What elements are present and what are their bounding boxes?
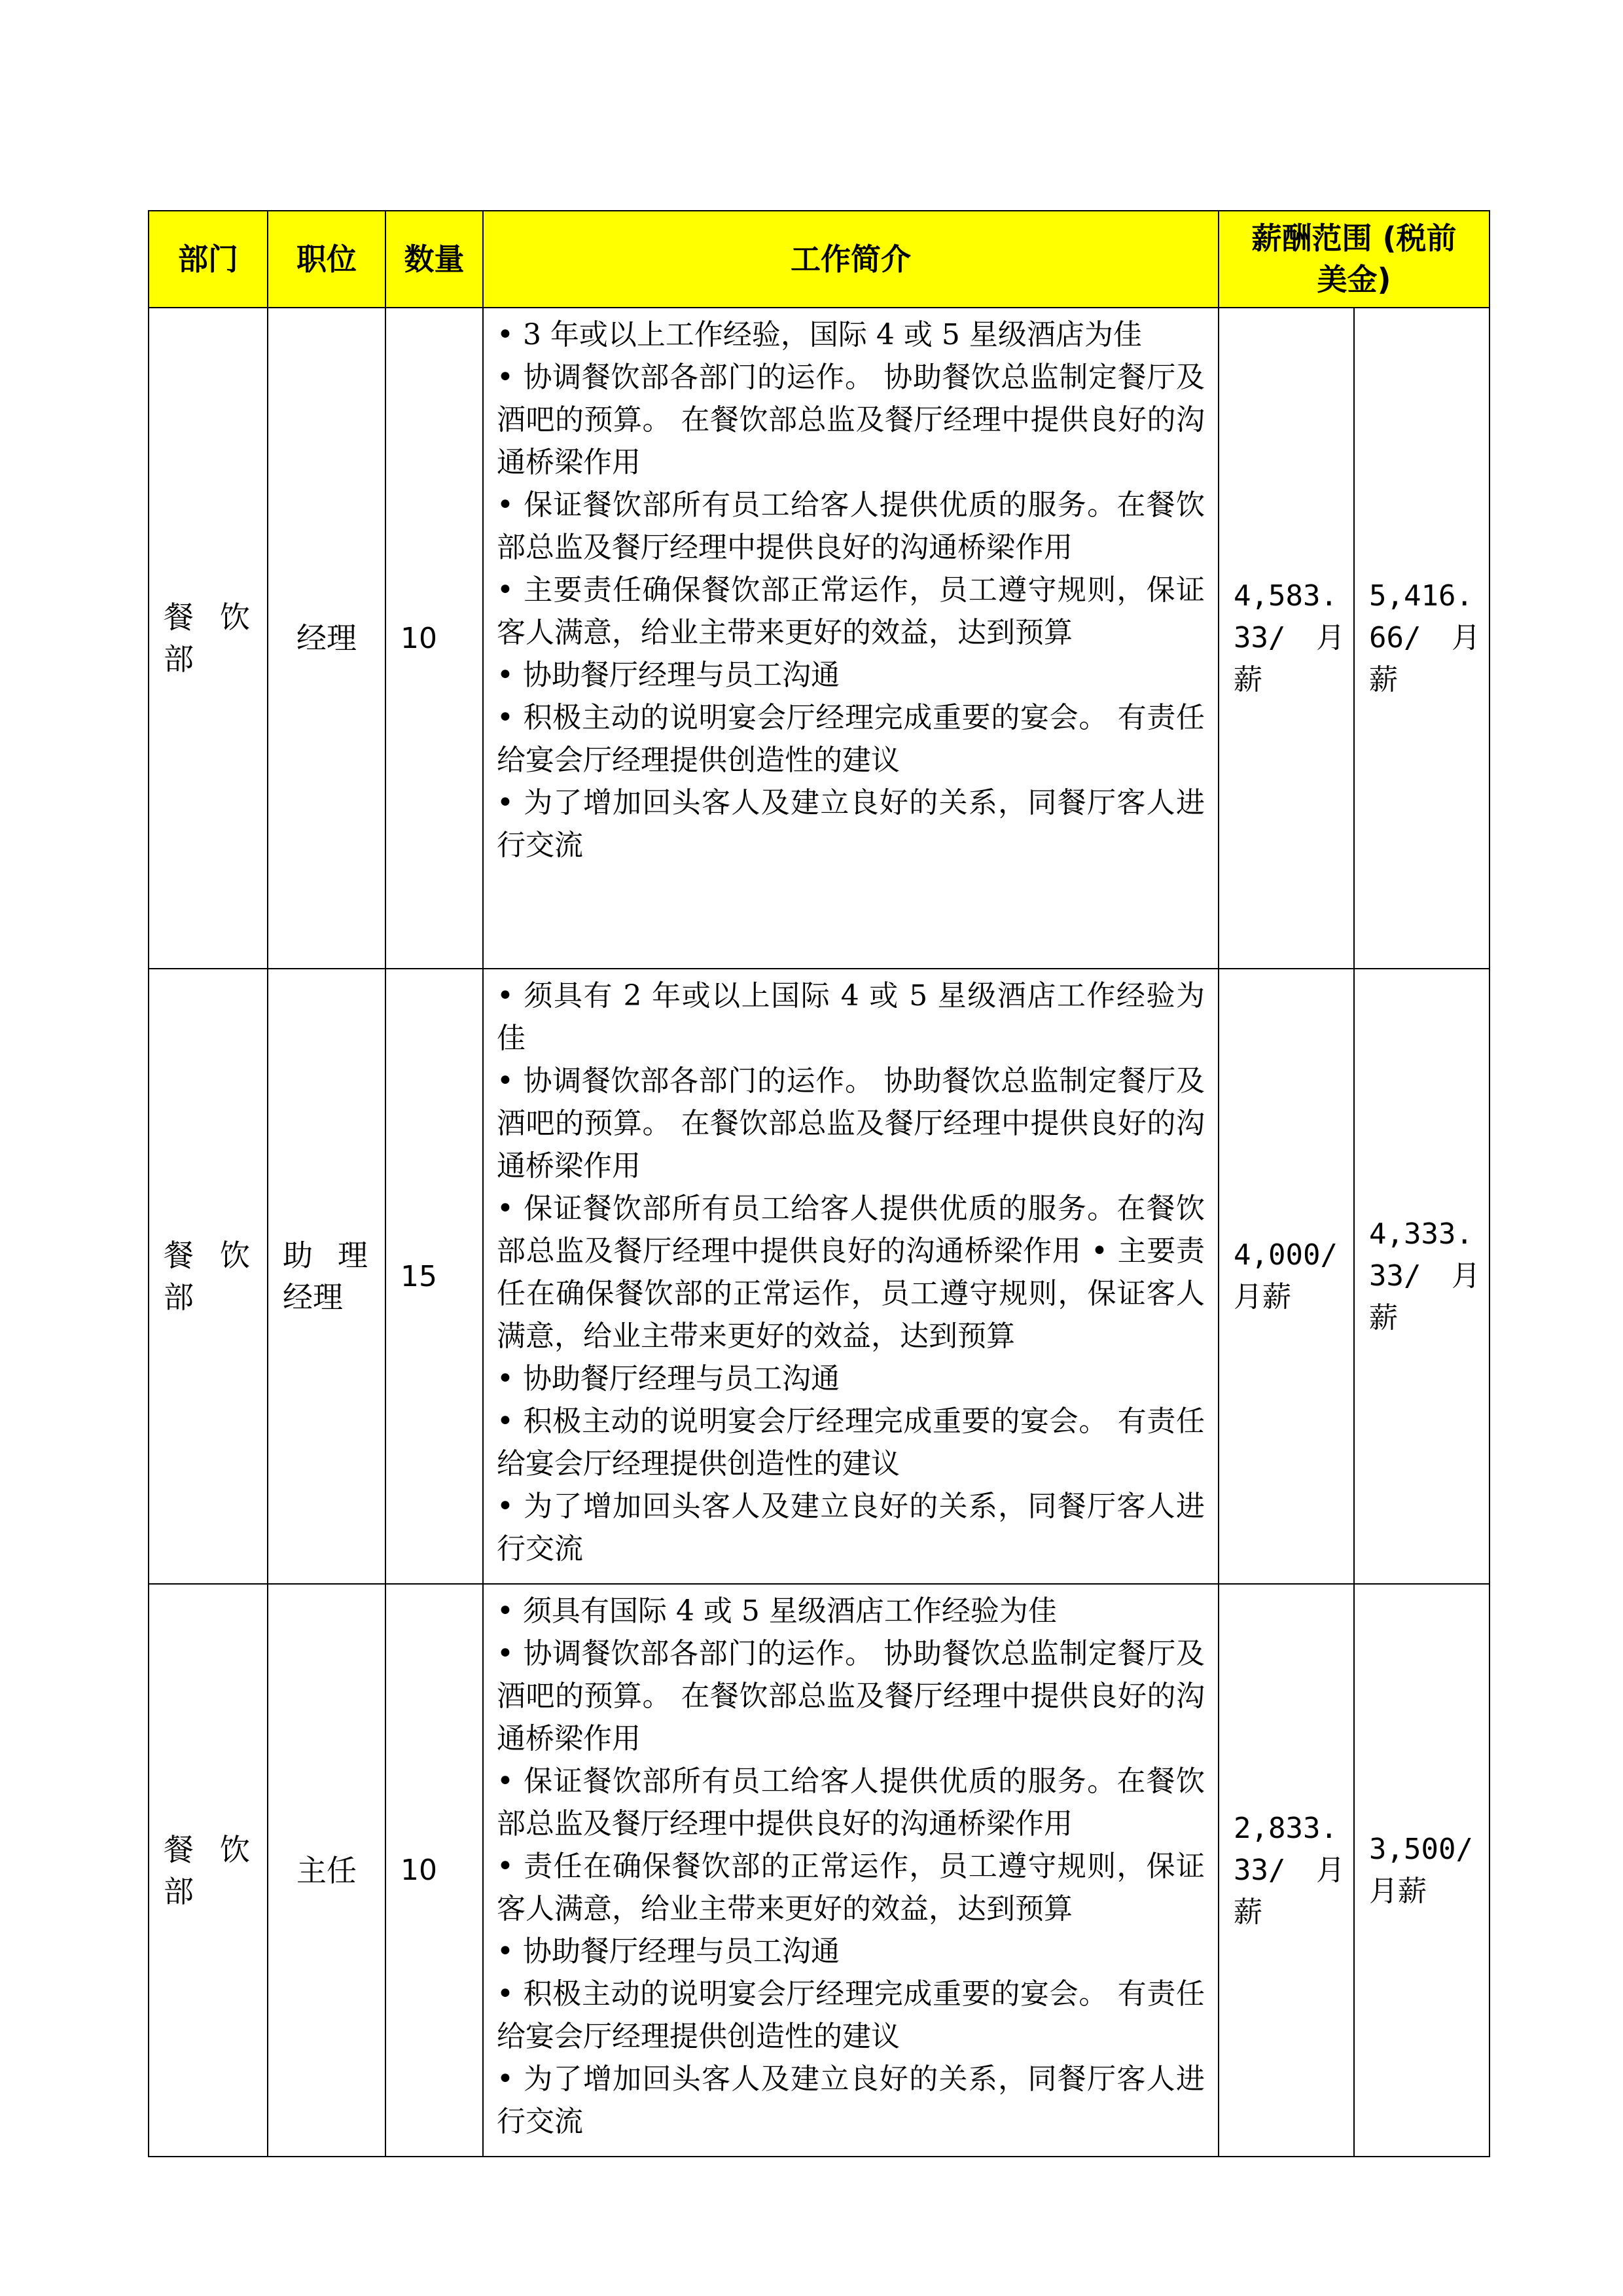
description-item: • 保证餐饮部所有员工给客人提供优质的服务。在餐饮部总监及餐厅经理中提供良好的沟通桥梁作用 bbox=[497, 484, 1205, 569]
salary-min-cell bbox=[1219, 969, 1354, 1584]
description-item: • 须具有 2 年或以上国际 4 或 5 星级酒店工作经验为佳 bbox=[497, 975, 1205, 1060]
dept-char: 餐 bbox=[164, 1831, 194, 1867]
description-cell bbox=[483, 308, 1219, 969]
salary-text: 月薪 bbox=[1234, 1280, 1291, 1314]
description-item: • 须具有国际 4 或 5 星级酒店工作经验为佳 bbox=[497, 1590, 1205, 1632]
count-cell: 10 bbox=[385, 308, 483, 969]
salary-text: 2,833. bbox=[1234, 1811, 1338, 1845]
header-salary-line2: 美金) bbox=[1317, 262, 1391, 297]
description-item: • 协调餐饮部各部门的运作。 协助餐饮总监制定餐厅及酒吧的预算。 在餐饮部总监及餐厅经理中提供良好的沟通桥梁作用 bbox=[497, 1060, 1205, 1187]
description-cell bbox=[483, 969, 1219, 1584]
position-cell bbox=[268, 969, 385, 1584]
description-item: • 协调餐饮部各部门的运作。 协助餐饮总监制定餐厅及酒吧的预算。 在餐饮部总监及餐厅经理中提供良好的沟通桥梁作用 bbox=[497, 1632, 1205, 1760]
header-salary bbox=[1219, 211, 1489, 308]
salary-min-cell bbox=[1219, 308, 1354, 969]
salary-text: 4,000/ bbox=[1234, 1238, 1338, 1272]
salary-text: 薪 bbox=[1369, 1301, 1398, 1335]
salary-text: 4,333. bbox=[1369, 1217, 1473, 1251]
header-dept: 部门 bbox=[149, 211, 268, 308]
dept-char: 饮 bbox=[220, 1238, 250, 1273]
description-item: • 积极主动的说明宴会厅经理完成重要的宴会。 有责任给宴会厅经理提供创造性的建议 bbox=[497, 696, 1205, 781]
description-item: • 为了增加回头客人及建立良好的关系，同餐厅客人进行交流 bbox=[497, 781, 1205, 867]
description-item: • 协助餐厅经理与员工沟通 bbox=[497, 1357, 1205, 1400]
salary-min-cell bbox=[1219, 1584, 1354, 2157]
description-item: • 为了增加回头客人及建立良好的关系，同餐厅客人进行交流 bbox=[497, 2058, 1205, 2143]
salary-text: 3,500/ bbox=[1369, 1832, 1473, 1866]
description-item: • 积极主动的说明宴会厅经理完成重要的宴会。 有责任给宴会厅经理提供创造性的建议 bbox=[497, 1400, 1205, 1485]
description-item: • 保证餐饮部所有员工给客人提供优质的服务。在餐饮部总监及餐厅经理中提供良好的沟通桥梁作用 bbox=[497, 1760, 1205, 1845]
salary-text: 33/ bbox=[1234, 1853, 1286, 1887]
description-item: • 为了增加回头客人及建立良好的关系，同餐厅客人进行交流 bbox=[497, 1485, 1205, 1570]
description-item: • 保证餐饮部所有员工给客人提供优质的服务。在餐饮部总监及餐厅经理中提供良好的沟通桥梁作用 • 主要责任在确保餐饮部的正常运作，员工遵守规则，保证客人满意，给业主带来更好的效益，达到预算 bbox=[497, 1187, 1205, 1357]
salary-text: 月薪 bbox=[1369, 1874, 1427, 1908]
table-row bbox=[149, 308, 1489, 969]
description-item: • 主要责任确保餐饮部正常运作，员工遵守规则，保证客人满意，给业主带来更好的效益，达到预算 bbox=[497, 569, 1205, 654]
header-salary-line1: 薪酬范围 (税前 bbox=[1251, 221, 1457, 256]
table-row bbox=[149, 969, 1489, 1584]
salary-text: 5,416. bbox=[1369, 579, 1473, 613]
header-count: 数量 bbox=[385, 211, 483, 308]
salary-max-cell bbox=[1354, 308, 1489, 969]
header-row bbox=[149, 211, 1489, 308]
salary-text: 33/ bbox=[1369, 1259, 1421, 1293]
salary-text: 4,583. bbox=[1234, 579, 1338, 613]
description-item: • 责任在确保餐饮部的正常运作，员工遵守规则，保证客人满意，给业主带来更好的效益，达到预算 bbox=[497, 1845, 1205, 1930]
header-position: 职位 bbox=[268, 211, 385, 308]
position-char: 经理 bbox=[283, 1280, 343, 1315]
dept-char: 部 bbox=[164, 1280, 194, 1315]
count-cell: 10 bbox=[385, 1584, 483, 2157]
salary-text: 月 bbox=[1452, 1259, 1480, 1293]
position-char: 理 bbox=[338, 1238, 368, 1273]
salary-text: 月 bbox=[1316, 1853, 1345, 1887]
dept-char: 餐 bbox=[164, 600, 194, 635]
dept-cell bbox=[149, 308, 268, 969]
description-item: • 协调餐饮部各部门的运作。 协助餐饮总监制定餐厅及酒吧的预算。 在餐饮部总监及餐厅经理中提供良好的沟通桥梁作用 bbox=[497, 356, 1205, 484]
description-item: • 3 年或以上工作经验，国际 4 或 5 星级酒店为佳 bbox=[497, 314, 1205, 356]
salary-text: 月 bbox=[1452, 621, 1480, 655]
description-item: • 协助餐厅经理与员工沟通 bbox=[497, 654, 1205, 696]
dept-cell bbox=[149, 1584, 268, 2157]
salary-text: 薪 bbox=[1234, 1895, 1262, 1929]
position-char: 助 bbox=[283, 1238, 313, 1273]
count-cell: 15 bbox=[385, 969, 483, 1584]
dept-char: 饮 bbox=[220, 1831, 250, 1867]
description-item: • 积极主动的说明宴会厅经理完成重要的宴会。 有责任给宴会厅经理提供创造性的建议 bbox=[497, 1973, 1205, 2058]
position-cell: 主任 bbox=[268, 1584, 385, 2157]
description-item: • 协助餐厅经理与员工沟通 bbox=[497, 1930, 1205, 1973]
salary-text: 薪 bbox=[1234, 663, 1262, 696]
dept-char: 饮 bbox=[220, 600, 250, 635]
salary-text: 66/ bbox=[1369, 621, 1421, 655]
table-row bbox=[149, 1584, 1489, 2157]
salary-text: 月 bbox=[1316, 621, 1345, 655]
job-table bbox=[148, 210, 1490, 2157]
dept-char: 餐 bbox=[164, 1238, 194, 1273]
salary-text: 33/ bbox=[1234, 621, 1286, 655]
salary-max-cell bbox=[1354, 1584, 1489, 2157]
header-description: 工作简介 bbox=[483, 211, 1219, 308]
dept-cell bbox=[149, 969, 268, 1584]
salary-max-cell bbox=[1354, 969, 1489, 1584]
description-cell bbox=[483, 1584, 1219, 2157]
salary-text: 薪 bbox=[1369, 663, 1398, 696]
position-cell: 经理 bbox=[268, 308, 385, 969]
dept-char: 部 bbox=[164, 641, 194, 677]
dept-char: 部 bbox=[164, 1873, 194, 1909]
